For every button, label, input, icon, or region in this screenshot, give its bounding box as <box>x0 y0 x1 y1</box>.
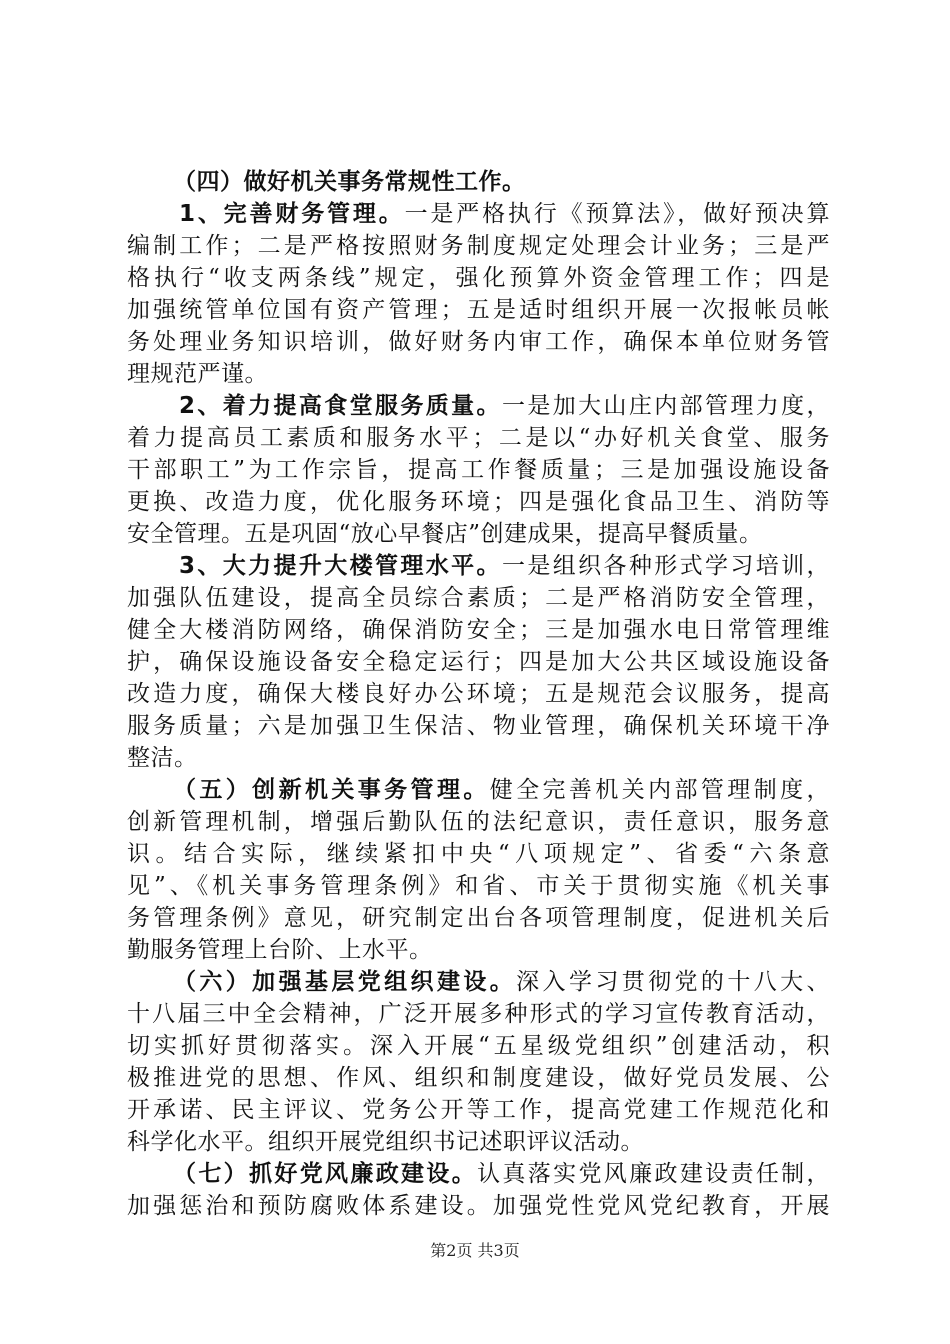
paragraph-line: 改造力度，确保大楼良好办公环境；五是规范会议服务，提高 <box>127 681 830 707</box>
paragraph-line: 加强统管单位国有资产管理；五是适时组织开展一次报帐员帐 <box>127 297 830 323</box>
paragraph-line: 创新管理机制，增强后勤队伍的法纪意识，责任意识，服务意 <box>127 809 830 835</box>
paragraph-line: 切实抓好贯彻落实。深入开展“五星级党组织”创建活动，积 <box>127 1033 830 1059</box>
paragraph-heading: （七）抓好党风廉政建设。 <box>173 1161 478 1187</box>
paragraph-line: 服务质量；六是加强卫生保洁、物业管理，确保机关环境干净 <box>127 713 830 739</box>
paragraph-line: 理规范严谨。 <box>127 361 268 387</box>
paragraph-first-line <box>127 390 830 422</box>
paragraph-line: 护，确保设施设备安全稳定运行；四是加大公共区域设施设备 <box>127 649 830 675</box>
paragraph-line: 安全管理。五是巩固“放心早餐店”创建成果，提高早餐质量。 <box>127 521 763 547</box>
paragraph-line: 科学化水平。组织开展党组织书记述职评议活动。 <box>127 1129 644 1155</box>
paragraph-line: 格执行“收支两条线”规定，强化预算外资金管理工作；四是 <box>127 265 830 291</box>
paragraph-heading: 2、着力提高食堂服务质量。 <box>179 393 502 419</box>
paragraph-first-line <box>127 1158 830 1190</box>
paragraph-line: 加强队伍建设，提高全员综合素质；二是严格消防安全管理， <box>127 585 830 611</box>
paragraph-first-line <box>127 198 830 230</box>
paragraph-first-line <box>127 774 830 806</box>
paragraph-line: 加强惩治和预防腐败体系建设。加强党性党风党纪教育，开展 <box>127 1193 830 1219</box>
paragraph-heading: （五）创新机关事务管理。 <box>173 777 490 803</box>
paragraph-line: 更换、改造力度，优化服务环境；四是强化食品卫生、消防等 <box>127 489 830 515</box>
paragraph-text: 一是严格执行《预算法》，做好预决算 <box>404 201 830 227</box>
paragraph-line: 极推进党的思想、作风、组织和制度建设，做好党员发展、公 <box>127 1065 830 1091</box>
paragraph-line: 健全大楼消防网络，确保消防安全；三是加强水电日常管理维 <box>127 617 830 643</box>
paragraph-line: 务处理业务知识培训，做好财务内审工作，确保本单位财务管 <box>127 329 830 355</box>
paragraph-heading: 1、完善财务管理。 <box>179 201 405 227</box>
paragraph-line: 识。结合实际，继续紧扣中央“八项规定”、省委“六条意 <box>127 841 830 867</box>
paragraph-text: 认真落实党风廉政建设责任制， <box>477 1161 831 1187</box>
section-heading-line <box>127 166 830 198</box>
paragraph-first-line <box>127 550 830 582</box>
page-footer: 第2页 共3页 <box>430 1241 520 1260</box>
paragraph-line: 见”、《机关事务管理条例》和省、市关于贯彻实施《机关事 <box>127 873 830 899</box>
paragraph-text: 一是加大山庄内部管理力度， <box>501 393 830 419</box>
paragraph-first-line <box>127 966 830 998</box>
paragraph-line: 开承诺、民主评议、党务公开等工作，提高党建工作规范化和 <box>127 1097 830 1123</box>
paragraph-line: 编制工作；二是严格按照财务制度规定处理会计业务；三是严 <box>127 233 830 259</box>
paragraph-line: 勤服务管理上台阶、上水平。 <box>127 937 433 963</box>
paragraph-line: 干部职工”为工作宗旨，提高工作餐质量；三是加强设施设备 <box>127 457 830 483</box>
document-body <box>127 166 830 1222</box>
paragraph-heading: （六）加强基层党组织建设。 <box>173 969 517 995</box>
paragraph-line: 整洁。 <box>127 745 198 771</box>
paragraph-line: 务管理条例》意见，研究制定出台各项管理制度，促进机关后 <box>127 905 830 931</box>
section-heading: （四）做好机关事务常规性工作。 <box>173 169 526 195</box>
paragraph-line: 着力提高员工素质和服务水平；二是以“办好机关食堂、服务 <box>127 425 830 451</box>
paragraph-text: 深入学习贯彻党的十八大、 <box>516 969 831 995</box>
paragraph-text: 一是组织各种形式学习培训， <box>501 553 830 579</box>
paragraph-line: 十八届三中全会精神，广泛开展多种形式的学习宣传教育活动， <box>127 1001 830 1027</box>
paragraph-text: 健全完善机关内部管理制度， <box>489 777 831 803</box>
paragraph-heading: 3、大力提升大楼管理水平。 <box>179 553 502 579</box>
